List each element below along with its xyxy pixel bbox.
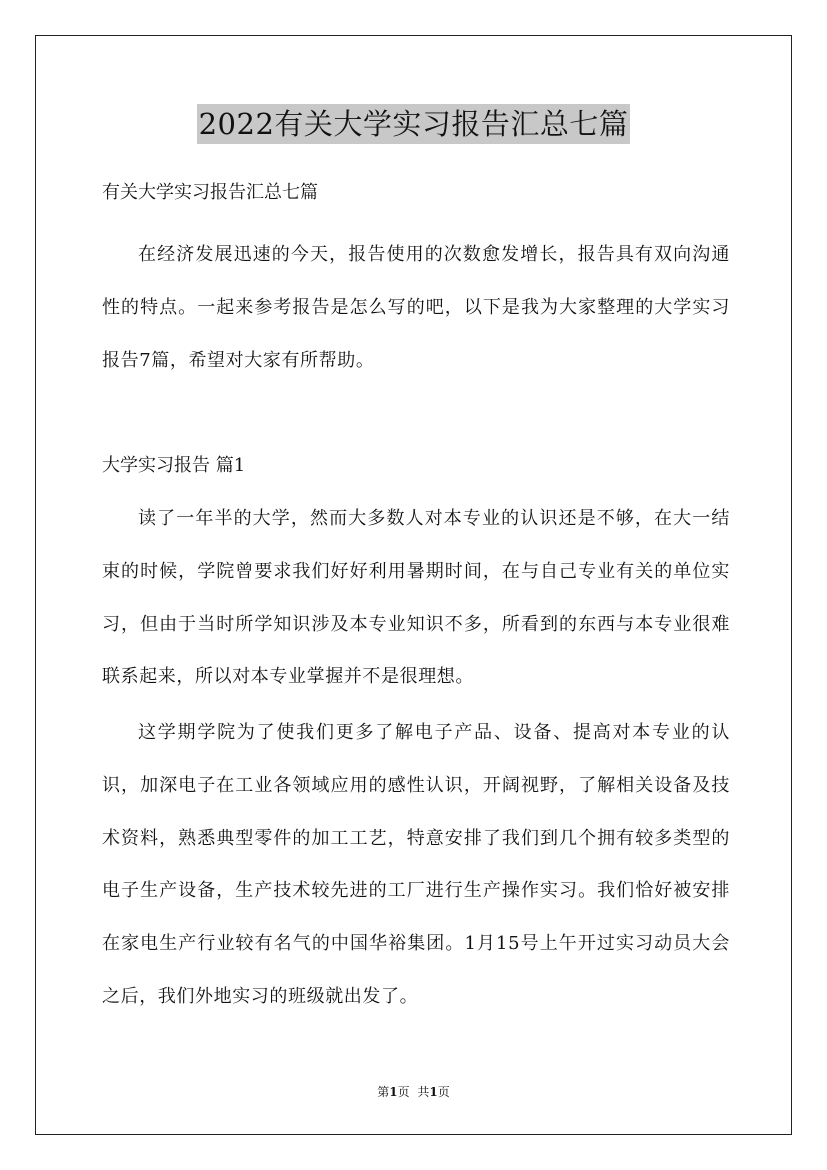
page-footer [0, 1084, 827, 1100]
body-paragraph-1: 读了一年半的大学，然而大多数人对本专业的认识还是不够，在大一结束的时候，学院曾要求我们好好利用暑期时间，在与自己专业有关的单位实习，但由于当时所学知识涉及本专业知识不多，所看到的东西与本专业很难联系起来，所以对本专业掌握并不是很理想。 [102, 508, 730, 688]
footer-total-number: 1 [429, 1085, 438, 1099]
document-title: 2022有关大学实习报告汇总七篇 [197, 104, 631, 144]
section-heading: 大学实习报告 篇1 [102, 455, 246, 476]
body-paragraph-2: 这学期学院为了使我们更多了解电子产品、设备、提高对本专业的认识，加深电子在工业各领域应用的感性认识，开阔视野，了解相关设备及技术资料，熟悉典型零件的加工工艺，特意安排了我们到几个拥有较多类型的电子生产设备，生产技术较先进的工厂进行生产操作实习。我们恰好被安排在家电生产行业较有名气的中国华裕集团。1月15号上午开过实习动员大会之后，我们外地实习的班级就出发了。 [102, 722, 730, 1007]
title-container [0, 104, 827, 144]
footer-total-prefix: 共 [417, 1085, 430, 1099]
footer-page-suffix: 页 [397, 1085, 410, 1099]
footer-page-prefix: 第 [377, 1085, 390, 1099]
intro-paragraph: 在经济发展迅速的今天，报告使用的次数愈发增长，报告具有双向沟通性的特点。一起来参考报告是怎么写的吧，以下是我为大家整理的大学实习报告7篇，希望对大家有所帮助。 [102, 244, 730, 371]
footer-page-number: 1 [389, 1085, 398, 1099]
footer-total-suffix: 页 [437, 1085, 450, 1099]
document-subtitle: 有关大学实习报告汇总七篇 [102, 182, 318, 203]
